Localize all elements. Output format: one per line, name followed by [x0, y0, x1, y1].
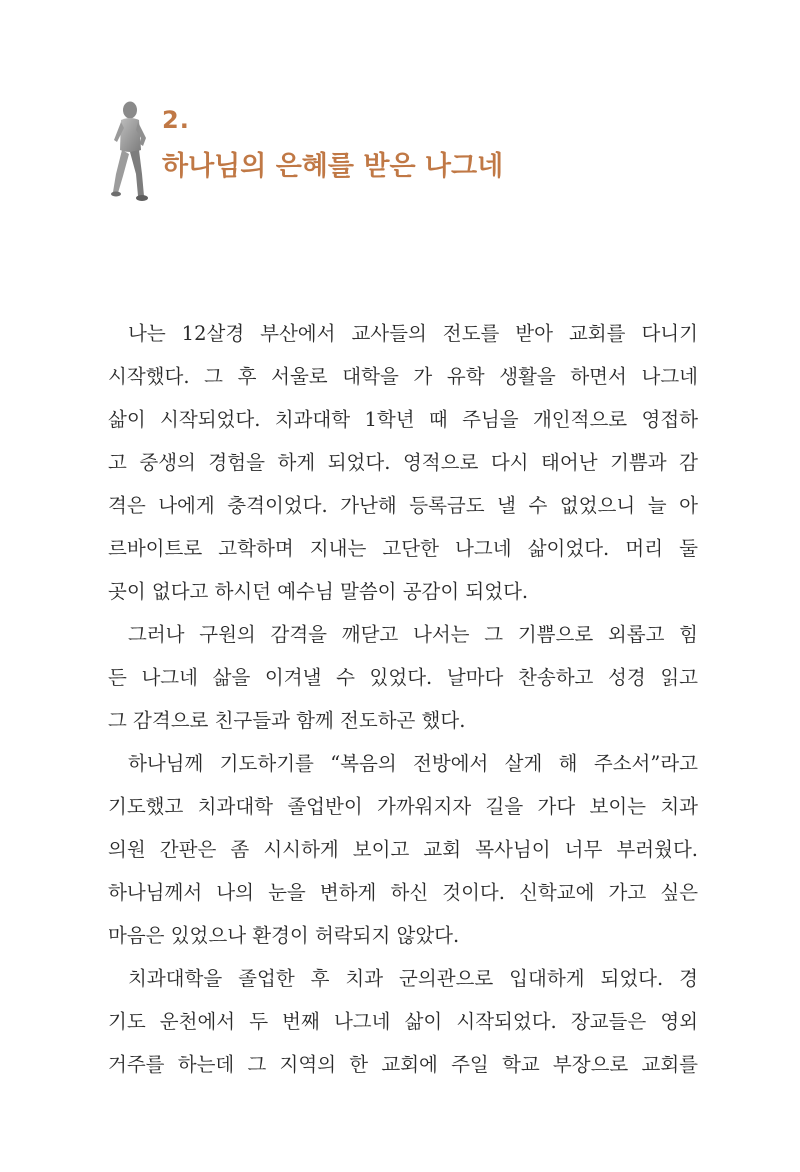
text-line: 고 중생의 경험을 하게 되었다. 영적으로 다시 태어난 기쁨과 감: [108, 451, 698, 474]
text-line: 든 나그네 삶을 이겨낼 수 있었다. 날마다 찬송하고 성경 읽고: [108, 666, 698, 689]
text-line: 곳이 없다고 하시던 예수님 말씀이 공감이 되었다.: [108, 580, 529, 603]
text-line: 기도했고 치과대학 졸업반이 가까워지자 길을 가다 보이는 치과: [108, 795, 698, 818]
text-line: 시작했다. 그 후 서울로 대학을 가 유학 생활을 하면서 나그네: [108, 365, 698, 388]
paragraph: [108, 957, 698, 1086]
text-line: 치과대학을 졸업한 후 치과 군의관으로 입대하게 되었다. 경: [128, 967, 698, 990]
text-line: 삶이 시작되었다. 치과대학 1학년 때 주님을 개인적으로 영접하: [108, 408, 698, 431]
paragraph: [108, 742, 698, 957]
text-line: 격은 나에게 충격이었다. 가난해 등록금도 낼 수 없었으니 늘 아: [108, 494, 698, 517]
text-line: 르바이트로 고학하며 지내는 고단한 나그네 삶이었다. 머리 둘: [108, 537, 698, 560]
walking-man-icon: [108, 100, 156, 204]
paragraph: [108, 613, 698, 742]
text-line: 나는 12살경 부산에서 교사들의 전도를 받아 교회를 다니기: [128, 322, 698, 345]
chapter-number: 2.: [162, 106, 190, 134]
paragraph: [108, 312, 698, 613]
text-line: 그러나 구원의 감격을 깨닫고 나서는 그 기쁨으로 외롭고 힘: [128, 623, 698, 646]
text-line: 그 감격으로 친구들과 함께 전도하곤 했다.: [108, 709, 466, 732]
text-line: 기도 운천에서 두 번째 나그네 삶이 시작되었다. 장교들은 영외: [108, 1010, 698, 1033]
text-line: 하나님께 기도하기를 “복음의 전방에서 살게 해 주소서”라고: [128, 752, 698, 775]
chapter-title: 하나님의 은혜를 받은 나그네: [162, 151, 504, 182]
chapter-header: [108, 100, 708, 210]
text-line: 하나님께서 나의 눈을 변하게 하신 것이다. 신학교에 가고 싶은: [108, 881, 698, 904]
text-line: 의원 간판은 좀 시시하게 보이고 교회 목사님이 너무 부러웠다.: [108, 838, 698, 861]
text-line: 거주를 하는데 그 지역의 한 교회에 주일 학교 부장으로 교회를: [108, 1053, 698, 1076]
text-line: 마음은 있었으나 환경이 허락되지 않았다.: [108, 924, 460, 947]
body-text: [108, 312, 698, 1086]
